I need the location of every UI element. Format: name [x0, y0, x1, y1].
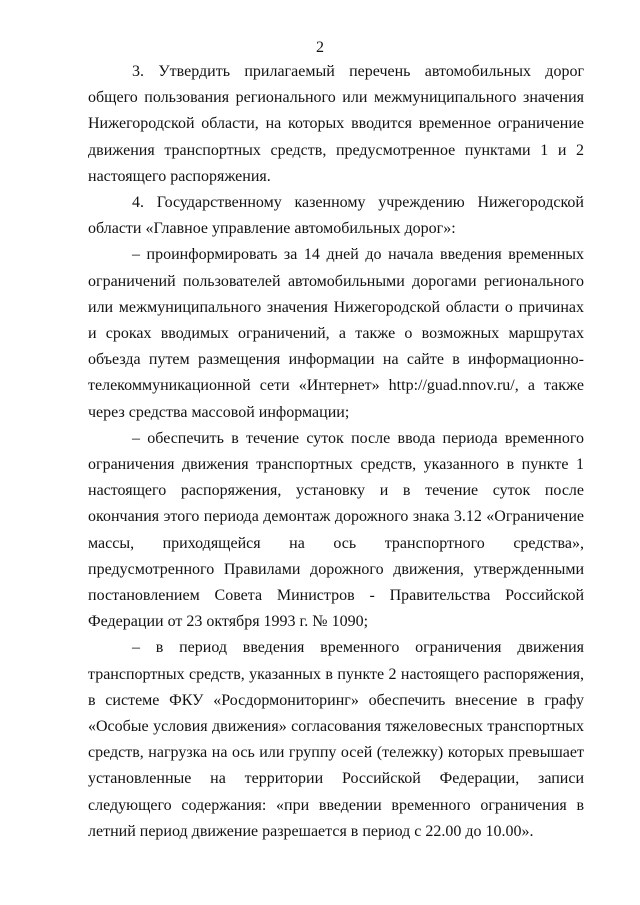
paragraph-rosdormonitoring: – в период введения временного ограничения движения транспортных средств, указанных в пункте 2 настоящего распоряжения, в системе ФКУ «Росдормониторинг» обеспечить внесение в графу «Особые условия движения» согласования тяжеловесных транспортных средств, нагрузка на ось или группу осей (тележку) которых превышает установленные на территории Российской Федерации, записи следующего содержания: «при введении временного ограничения в летний период движение разрешается в период с 22.00 до 10.00».	[88, 639, 584, 840]
page-number: 2	[316, 39, 324, 56]
document-body	[88, 59, 584, 845]
paragraph-inform-users: – проинформировать за 14 дней до начала введения временных ограничений пользователей автомобильными дорогами регионального или межмуниципального значения Нижегородской области о причинах и сроках вводимых ограничений, а также о возможных маршрутах объезда путем размещения информации на сайте в информационно-телекоммуникационной сети «Интернет» http://guad.nnov.ru/, а также через средства массовой информации;	[88, 246, 584, 421]
paragraph-road-sign: – обеспечить в течение суток после ввода периода временного ограничения движения транспортных средств, указанного в пункте 1 настоящего распоряжения, установку и в течение суток после окончания этого периода демонтаж дорожного знака 3.12 «Ограничение массы, приходящейся на ось транспортного средства», предусмотренного Правилами дорожного движения, утвержденными постановлением Совета Министров - Правительства Российской Федерации от 23 октября 1993 г. № 1090;	[88, 429, 584, 631]
paragraph-item-3: 3. Утвердить прилагаемый перечень автомобильных дорог общего пользования регионального или межмуниципального значения Нижегородской области, на которых вводится временное ограничение движения транспортных средств, предусмотренное пунктами 1 и 2 настоящего распоряжения.	[88, 63, 584, 185]
paragraph-item-4: 4. Государственному казенному учреждению Нижегородской области «Главное управление автомобильных дорог»:	[88, 194, 584, 238]
